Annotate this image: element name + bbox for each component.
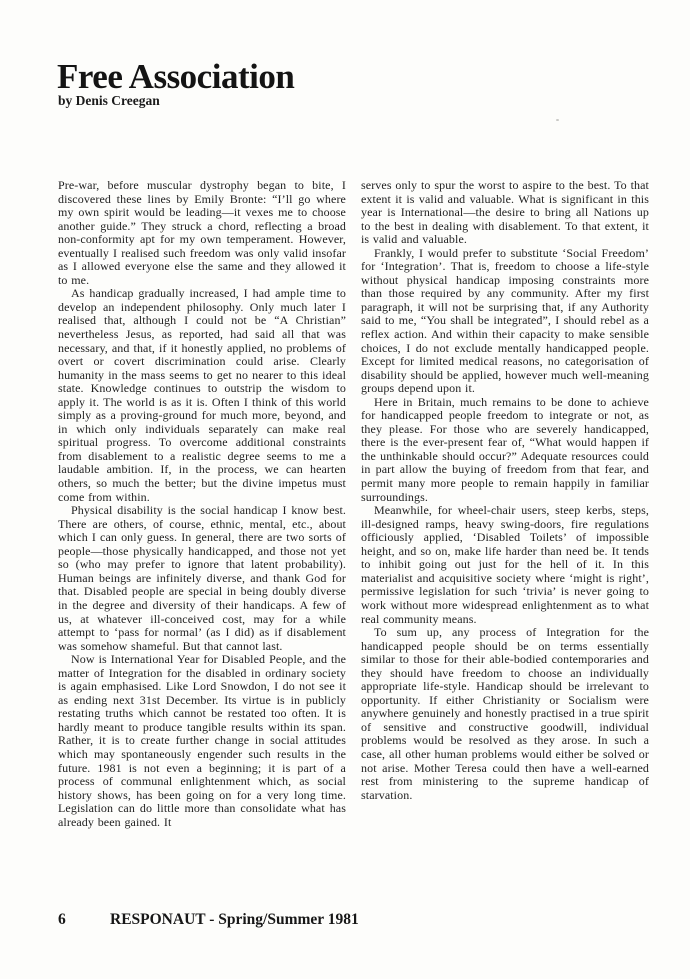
paragraph: Now is International Year for Disabled People, and the matter of Integration for the disabled in ordinary society is again emphasised. Like Lord Snowdon, I do not see it as ending next 31st December. Its virtue is in publicly restating truths which cannot be restated too often. It is hardly meant to produce tangible results within its span. Rather, it is to create further change in social attitudes which may spontaneously engender such results in the future. 1981 is not even a beginning; it is part of a process of communal enlightenment which, as social history shows, has been going on for a very long time. Legislation can do little more than consolidate what has already been gained. It xyxy=(58,652,346,829)
paragraph: Frankly, I would prefer to substitute ‘Social Freedom’ for ‘Integration’. That is, freedom to choose a life-style without physical handicap imposing constraints more than those required by any community. After my first paragraph, it will not be surprising that, if any Authority said to me, “You shall be integrated”, I should rebel as a reflex action. And within their capacity to make sensible choices, I do not exclude mentally handicapped people. Except for limited medical reasons, no categorisation of disability should be applied, however much well-meaning groups depend upon it. xyxy=(361,245,649,396)
paragraph: As handicap gradually increased, I had ample time to develop an independent philosophy. Only much later I realised that, although I could not be “A Christian” nevertheless Jesus, as reported, had said all that was necessary, and that, if it honestly applied, no problems of overt or covert discrimination could arise. Clearly humanity in the mass seems to get no nearer to this ideal state. Knowledge continues to outstrip the wisdom to apply it. The world is as it is. Often I think of this world simply as a proving-ground for much more, beyond, and in which only individuals separately can make real spiritual progress. To overcome additional constraints from disablement to a realistic degree seems to me a laudable ambition. If, in the process, we can hearten others, so much the better; but the divine impetus must come from within. xyxy=(58,286,346,504)
article-column-right xyxy=(361,179,649,829)
journal-title: RESPONAUT - Spring/Summer 1981 xyxy=(110,911,359,928)
article-byline: by Denis Creegan xyxy=(58,93,160,108)
article-title: Free Association xyxy=(57,57,295,97)
article-column-left xyxy=(58,179,346,829)
paragraph: Meanwhile, for wheel-chair users, steep kerbs, steps, ill-designed ramps, heavy swing-doors, fire regulations officiously applied, ‘Disabled Toilets’ of impossible height, and so on, make life harder than need be. It tends to inhibit going out just for the hell of it. In this materialist and acquisitive society where ‘might is right’, permissive legislation for such ‘trivia’ is never going to work without more widespread enlightenment as to what real community means. xyxy=(361,503,649,626)
page-number: 6 xyxy=(58,911,66,928)
paragraph: To sum up, any process of Integration for the handicapped people should be on terms essentially similar to those for their able-bodied contemporaries and they should have freedom to choose an individually appropriate life-style. Handicap should be irrelevant to opportunity. If either Christianity or Socialism were anywhere genuinely and honestly practised in a true spirit of sensitive and constructive goodwill, individual problems would be resolved as they arose. In such a case, all other human problems would either be solved or not arise. Mother Teresa could then have a well-earned rest from ministering to the supreme handicap of starvation. xyxy=(361,625,649,802)
scan-speck-artifact xyxy=(556,119,559,121)
paragraph: Physical disability is the social handicap I know best. There are others, of course, ethnic, mental, etc., about which I can only guess. In general, there are two sorts of people—those physically handicapped, and those not yet so (who may prefer to ignore that latent probability). Human beings are infinitely diverse, and thank God for that. Disabled people are special in being doubly diverse in the degree and diversity of their handicaps. A few of us, at whatever ill-conceived cost, may for a while attempt to ‘pass for normal’ (as I did) as if disablement was somehow shameful. But that cannot last. xyxy=(58,503,346,653)
paragraph-continuation: serves only to spur the worst to aspire to the best. To that extent it is valid and valuable. What is significant in this year is International—the desire to bring all Nations up to the best in dealing with disablement. To that extent, it is valid and valuable. xyxy=(361,178,649,247)
article-body xyxy=(58,179,649,829)
page-footer xyxy=(58,911,359,929)
paragraph: Here in Britain, much remains to be done to achieve for handicapped people freedom to integrate or not, as they please. For those who are severely handicapped, there is the ever-present fear of, “What would happen if the unthinkable should occur?” Adequate resources could in part allow the buying of freedom from that fear, and permit many more people to remain happily in familiar surroundings. xyxy=(361,394,649,504)
paragraph: Pre-war, before muscular dystrophy began to bite, I discovered these lines by Emily Bronte: “I’ll go where my own spirit would be leading—it vexes me to choose another guide.” They struck a chord, reflecting a broad non-conformity apt for my own temperament. However, eventually I realised such freedom was only valid insofar as I allowed everyone else the same and they allowed it to me. xyxy=(58,178,346,287)
